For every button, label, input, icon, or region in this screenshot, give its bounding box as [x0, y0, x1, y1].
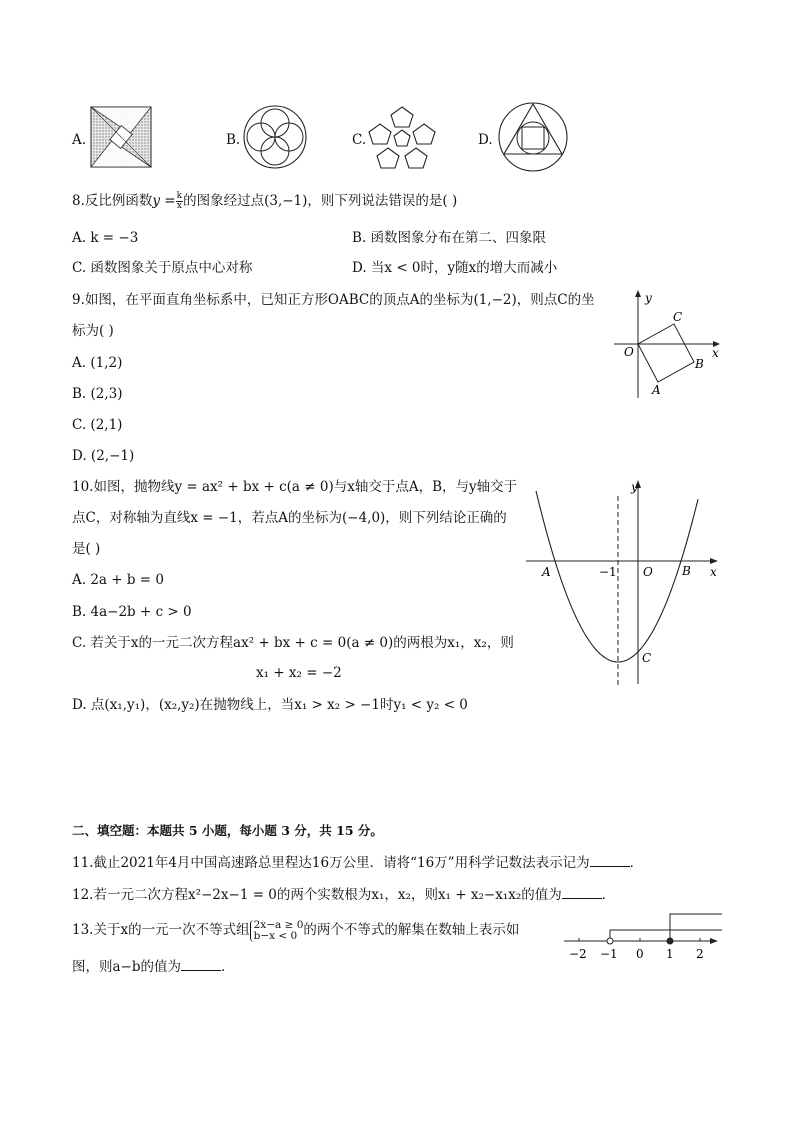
q13-ray-2 — [670, 914, 722, 941]
q9-label-b: B — [695, 357, 704, 371]
q10-option-c-cont: x₁ + x₂ = −2 — [256, 665, 342, 681]
q13-answer-blank[interactable] — [181, 958, 221, 971]
q9-stem-line1: 9.如图，在平面直角坐标系中，已知正方形OABC的顶点A的坐标为(1,−2)，则点C的坐 — [72, 292, 595, 308]
q10-label-y: y — [631, 480, 638, 494]
q10-parabola — [536, 491, 698, 662]
q10-stem-line1: 10.如图，抛物线y = ax² + bx + c(a ≠ 0)与x轴交于点A，B，与y轴交于 — [72, 479, 518, 495]
q11-answer-blank[interactable] — [590, 854, 630, 867]
q10-option-c: C. 若关于x的一元二次方程ax² + bx + c = 0(a ≠ 0)的两根为x₁，x₂，则 — [72, 635, 514, 651]
q8-option-c: C. 函数图象关于原点中心对称 — [72, 260, 253, 276]
q9-label-y: y — [645, 291, 652, 305]
q10-stem-line2: 点C，对称轴为直线x = −1，若点A的坐标为(−4,0)，则下列结论正确的 — [72, 510, 507, 526]
q13-ray-1 — [610, 930, 722, 941]
q10-label-x: x — [710, 565, 717, 579]
q10-label-b: B — [682, 564, 691, 578]
q11-stem: 11.截止2021年4月中国高速路总里程达16万公里．请将“16万”用科学记数法表示记为 ． — [72, 855, 644, 871]
q9-stem-line2: 标为( ) — [72, 323, 114, 339]
q9-option-d: D. (2,−1) — [72, 448, 135, 464]
q10-stem-line3: 是( ) — [72, 541, 101, 557]
q7-figure-d — [498, 102, 568, 172]
q10-label-a: A — [542, 565, 551, 579]
q7-option-b: B. — [226, 132, 241, 148]
q10-figure — [522, 476, 722, 688]
q7-option-d: D. — [478, 132, 493, 148]
q9-label-a: A — [652, 383, 661, 397]
q13-number-line — [562, 910, 724, 964]
q7-option-a: A. — [72, 132, 87, 148]
section2-title: 二、填空题：本题共 5 小题，每小题 3 分，共 15 分。 — [72, 823, 383, 838]
q13-inequality-system: 2x−a ≥ 0 b−x < 0 — [250, 920, 304, 942]
q9-label-o: O — [624, 345, 634, 359]
q9-option-c: C. (2,1) — [72, 417, 123, 433]
q8-fraction: $\frac{k}{x}$ — [176, 191, 183, 211]
q9-square — [638, 324, 694, 382]
q12-stem: 12.若一元二次方程x²−2x−1 = 0的两个实数根为x₁，x₂，则x₁ + x₂−x₁x₂的值为 ． — [72, 887, 616, 903]
q13-stem-line2: 图，则a−b的值为 ． — [72, 959, 235, 975]
q10-label-o: O — [643, 565, 653, 579]
q12-answer-blank[interactable] — [562, 886, 602, 899]
q13-tick-neg1: −1 — [600, 947, 618, 961]
q9-figure — [612, 288, 724, 400]
q13-stem-line1: 13.关于x的一元一次不等式组 2x−a ≥ 0 b−x < 0 的两个不等式的解集在数轴上表示如 — [72, 918, 520, 942]
q13-tick-1: 1 — [666, 947, 674, 961]
q13-closed-point — [667, 938, 673, 944]
q7-figure-c — [368, 106, 436, 170]
q8-option-a: A. k = −3 — [72, 230, 139, 246]
q13-tick-neg2: −2 — [569, 947, 587, 961]
q8-stem: 8.反比例函数y = $\frac{k}{x}$ 的图象经过点(3,−1)，则下列说法错误的是( ) — [72, 191, 458, 211]
q7-figure-a — [90, 106, 152, 168]
q10-option-b: B. 4a−2b + c > 0 — [72, 604, 192, 620]
q8-option-b: B. 函数图象分布在第二、四象限 — [352, 230, 547, 246]
q10-label-neg1: −1 — [599, 565, 617, 579]
q10-option-a: A. 2a + b = 0 — [72, 572, 164, 588]
q7-figure-b — [243, 105, 307, 169]
q10-label-c: C — [642, 651, 652, 665]
q9-label-x: x — [712, 346, 719, 360]
q13-tick-0: 0 — [636, 947, 644, 961]
q9-option-b: B. (2,3) — [72, 386, 123, 402]
q13-tick-2: 2 — [696, 947, 704, 961]
q10-option-d: D. 点(x₁,y₁)，(x₂,y₂)在抛物线上，当x₁ > x₂ > −1时y₁ < y₂ < 0 — [72, 697, 468, 713]
q9-option-a: A. (1,2) — [72, 355, 123, 371]
q7-option-c: C. — [352, 132, 367, 148]
q13-open-point — [607, 938, 613, 944]
q8-option-d: D. 当x < 0时，y随x的增大而减小 — [352, 260, 558, 276]
q9-label-c: C — [673, 310, 683, 324]
